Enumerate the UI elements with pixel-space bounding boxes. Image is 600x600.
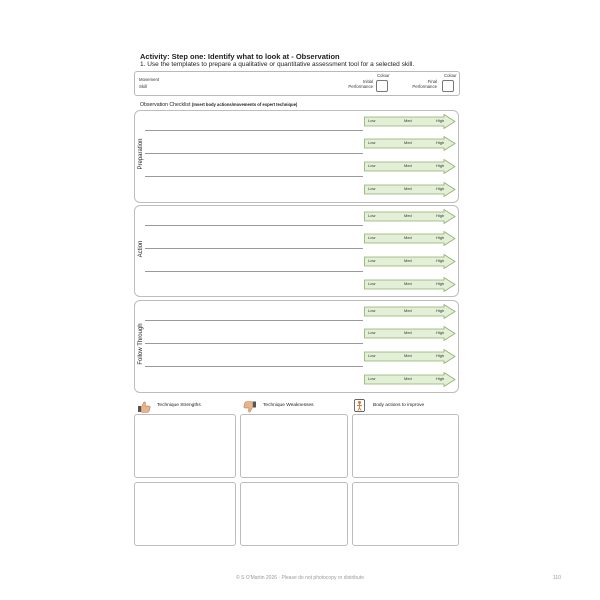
scale-low-label: Low bbox=[368, 329, 376, 335]
weaknesses-heading: Technique Weaknesses bbox=[263, 403, 314, 408]
scale-high-label: High bbox=[436, 329, 445, 335]
writing-line[interactable] bbox=[145, 343, 363, 344]
performance-scale-arrow[interactable] bbox=[364, 372, 456, 387]
performance-scale-arrow[interactable] bbox=[364, 326, 456, 341]
performance-scale-arrow[interactable] bbox=[364, 114, 456, 129]
checklist-title bbox=[140, 102, 297, 108]
scale-low-label: Low bbox=[368, 375, 376, 381]
scale-med-label: Med bbox=[404, 139, 412, 145]
scale-high-label: High bbox=[436, 185, 445, 191]
checklist-hint: (Insert body actions/movements of expert technique) bbox=[191, 102, 298, 107]
initial-colour-box[interactable] bbox=[376, 80, 388, 92]
scale-low-label: Low bbox=[368, 212, 376, 218]
initial-performance-label bbox=[343, 79, 373, 89]
performance-scale-arrow[interactable] bbox=[364, 159, 456, 174]
final-colour-box[interactable] bbox=[442, 80, 454, 92]
initial-label-line2: Performance bbox=[348, 84, 373, 89]
scale-high-label: High bbox=[436, 212, 445, 218]
page-number: 110 bbox=[553, 575, 561, 581]
scale-high-label: High bbox=[436, 280, 445, 286]
writing-line[interactable] bbox=[145, 248, 363, 249]
scale-med-label: Med bbox=[404, 307, 412, 313]
section-label-preparation: Preparation bbox=[138, 138, 144, 170]
writing-line[interactable] bbox=[145, 225, 363, 226]
instruction-text: 1. Use the templates to prepare a qualitative or quantitative assessment tool for a selected skill. bbox=[140, 61, 415, 68]
initial-colour-label: Colour bbox=[377, 73, 390, 78]
scale-high-label: High bbox=[436, 139, 445, 145]
scale-med-label: Med bbox=[404, 117, 412, 123]
section-label-action: Action bbox=[138, 240, 144, 258]
performance-scale-arrow[interactable] bbox=[364, 349, 456, 364]
skill-info-box bbox=[134, 71, 460, 96]
scale-low-label: Low bbox=[368, 307, 376, 313]
scale-low-label: Low bbox=[368, 280, 376, 286]
page-title: Activity: Step one: Identify what to look at - Observation bbox=[140, 52, 340, 61]
weaknesses-box-1[interactable] bbox=[240, 414, 348, 478]
scale-high-label: High bbox=[436, 257, 445, 263]
writing-line[interactable] bbox=[145, 176, 363, 177]
improve-heading: Body actions to improve bbox=[373, 403, 425, 408]
scale-high-label: High bbox=[436, 352, 445, 358]
final-label-line1: Final bbox=[427, 79, 437, 84]
initial-label-line1: Initial bbox=[362, 79, 373, 84]
writing-line[interactable] bbox=[145, 153, 363, 154]
performance-scale-arrow[interactable] bbox=[364, 182, 456, 197]
writing-line[interactable] bbox=[145, 320, 363, 321]
scale-low-label: Low bbox=[368, 257, 376, 263]
scale-low-label: Low bbox=[368, 352, 376, 358]
scale-high-label: High bbox=[436, 234, 445, 240]
performance-scale-arrow[interactable] bbox=[364, 254, 456, 269]
writing-line[interactable] bbox=[145, 271, 363, 272]
strengths-box-2[interactable] bbox=[134, 482, 236, 546]
writing-line[interactable] bbox=[145, 130, 363, 131]
section-label-follow-through: Follow Through bbox=[138, 323, 144, 365]
performance-scale-arrow[interactable] bbox=[364, 231, 456, 246]
scale-high-label: High bbox=[436, 117, 445, 123]
scale-low-label: Low bbox=[368, 117, 376, 123]
scale-low-label: Low bbox=[368, 185, 376, 191]
scale-med-label: Med bbox=[404, 280, 412, 286]
movement-label: Movement bbox=[139, 77, 160, 82]
scale-med-label: Med bbox=[404, 185, 412, 191]
improve-box-2[interactable] bbox=[352, 482, 459, 546]
scale-high-label: High bbox=[436, 307, 445, 313]
copyright-footer: © S O'Martin 2026 · Please do not photocopy or distribute bbox=[235, 575, 365, 581]
scale-med-label: Med bbox=[404, 162, 412, 168]
scale-high-label: High bbox=[436, 375, 445, 381]
scale-high-label: High bbox=[436, 162, 445, 168]
weaknesses-box-2[interactable] bbox=[240, 482, 348, 546]
scale-low-label: Low bbox=[368, 162, 376, 168]
final-label-line2: Performance bbox=[412, 84, 437, 89]
performance-scale-arrow[interactable] bbox=[364, 277, 456, 292]
improve-box-1[interactable] bbox=[352, 414, 459, 478]
checklist-title-text: Observation Checklist bbox=[140, 102, 191, 108]
scale-med-label: Med bbox=[404, 257, 412, 263]
scale-low-label: Low bbox=[368, 234, 376, 240]
strengths-heading: Technique Strengths bbox=[157, 403, 201, 408]
final-colour-label: Colour bbox=[444, 73, 457, 78]
performance-scale-arrow[interactable] bbox=[364, 304, 456, 319]
performance-scale-arrow[interactable] bbox=[364, 209, 456, 224]
final-performance-label bbox=[407, 79, 437, 89]
scale-med-label: Med bbox=[404, 375, 412, 381]
performance-scale-arrow[interactable] bbox=[364, 136, 456, 151]
scale-med-label: Med bbox=[404, 212, 412, 218]
scale-med-label: Med bbox=[404, 329, 412, 335]
scale-med-label: Med bbox=[404, 234, 412, 240]
skill-label: Skill bbox=[139, 84, 147, 89]
strengths-box-1[interactable] bbox=[134, 414, 236, 478]
writing-line[interactable] bbox=[145, 366, 363, 367]
scale-med-label: Med bbox=[404, 352, 412, 358]
scale-low-label: Low bbox=[368, 139, 376, 145]
